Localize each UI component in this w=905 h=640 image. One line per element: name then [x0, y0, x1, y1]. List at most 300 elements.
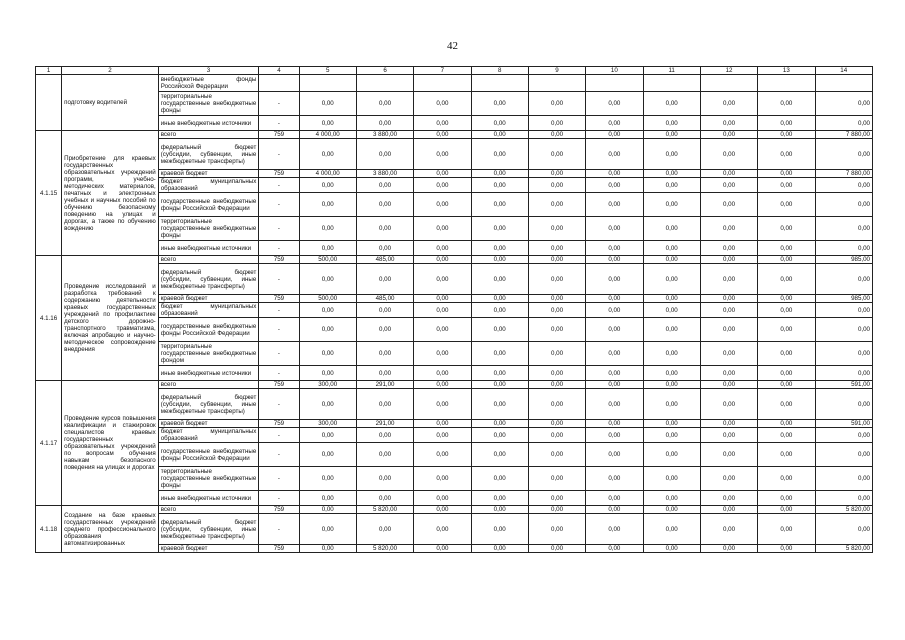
year-value: 0,00: [758, 193, 815, 217]
year-value: 3 880,00: [356, 131, 413, 139]
year-value: 485,00: [356, 295, 413, 303]
year-value: 0,00: [758, 92, 815, 116]
admin-code: -: [259, 389, 299, 420]
table-row: [36, 139, 873, 170]
year-value: 0,00: [586, 506, 643, 514]
total-value: 0,00: [815, 92, 873, 116]
year-value: 0,00: [758, 318, 815, 342]
year-value: 0,00: [528, 139, 585, 170]
measure-code: 4.1.18: [36, 506, 62, 553]
year-value: 0,00: [700, 139, 757, 170]
year-value: 0,00: [528, 428, 585, 443]
measure-name: Создание на базе краевых государственных учреждений среднего профессионального образования автоматизированных: [62, 506, 159, 553]
year-value: 0,00: [586, 366, 643, 381]
year-value: 0,00: [299, 139, 356, 170]
year-value: [414, 75, 471, 92]
admin-code: -: [259, 318, 299, 342]
funding-source: территориальные государственные внебюджетные фонды: [158, 217, 259, 241]
funding-source: бюджет муниципальных образований: [158, 428, 259, 443]
table-row: [36, 295, 873, 303]
year-value: 0,00: [758, 389, 815, 420]
year-value: 0,00: [471, 303, 528, 318]
year-value: 0,00: [414, 491, 471, 506]
year-value: [471, 75, 528, 92]
year-value: 0,00: [528, 295, 585, 303]
year-value: 0,00: [356, 178, 413, 193]
admin-code: -: [259, 443, 299, 467]
funding-source: иные внебюджетные источники: [158, 241, 259, 256]
funding-source: бюджет муниципальных образований: [158, 303, 259, 318]
year-value: 4 000,00: [299, 131, 356, 139]
year-value: 0,00: [528, 545, 585, 553]
year-value: 0,00: [356, 139, 413, 170]
total-value: 0,00: [815, 514, 873, 545]
year-value: 0,00: [586, 318, 643, 342]
year-value: 0,00: [643, 295, 700, 303]
measure-name: подготовку водителей: [62, 75, 159, 131]
total-value: 0,00: [815, 318, 873, 342]
table-row: [36, 389, 873, 420]
year-value: 0,00: [586, 467, 643, 491]
admin-code: -: [259, 116, 299, 131]
year-value: 0,00: [299, 428, 356, 443]
table-row: [36, 381, 873, 389]
funding-source: территориальные государственные внебюджетные фондом: [158, 342, 259, 366]
year-value: 5 820,00: [356, 506, 413, 514]
year-value: 0,00: [700, 170, 757, 178]
total-value: 0,00: [815, 217, 873, 241]
funding-source: краевой бюджет: [158, 170, 259, 178]
year-value: 0,00: [414, 256, 471, 264]
table-row: [36, 514, 873, 545]
year-value: 0,00: [586, 170, 643, 178]
year-value: 0,00: [356, 342, 413, 366]
column-header: 9: [528, 67, 585, 75]
total-value: 0,00: [815, 491, 873, 506]
year-value: 0,00: [643, 318, 700, 342]
year-value: 0,00: [528, 506, 585, 514]
year-value: 0,00: [471, 295, 528, 303]
year-value: 0,00: [471, 131, 528, 139]
admin-code: -: [259, 342, 299, 366]
year-value: 0,00: [586, 178, 643, 193]
year-value: 0,00: [528, 467, 585, 491]
admin-code: -: [259, 139, 299, 170]
year-value: 0,00: [414, 131, 471, 139]
year-value: [586, 75, 643, 92]
year-value: 0,00: [758, 217, 815, 241]
year-value: 0,00: [586, 443, 643, 467]
measure-name: Проведение исследований и разработка требований к содержанию деятельности краевых государственных учреждений по профилактике детского дорожно-транспортного травматизма, включая апробацию и научно-методическое сопровождение внедрения: [62, 256, 159, 381]
year-value: 0,00: [414, 193, 471, 217]
total-value: 985,00: [815, 295, 873, 303]
year-value: 0,00: [528, 381, 585, 389]
year-value: 0,00: [299, 342, 356, 366]
funding-source: территориальные государственные внебюджетные фонды: [158, 467, 259, 491]
year-value: 0,00: [414, 92, 471, 116]
year-value: 0,00: [528, 241, 585, 256]
measure-code: 4.1.17: [36, 381, 62, 506]
year-value: 0,00: [700, 381, 757, 389]
year-value: 4 000,00: [299, 170, 356, 178]
table-row: [36, 217, 873, 241]
year-value: 0,00: [528, 514, 585, 545]
year-value: 0,00: [471, 428, 528, 443]
funding-source: государственные внебюджетные фонды Российской Федерации: [158, 443, 259, 467]
total-value: [815, 75, 873, 92]
year-value: 0,00: [299, 264, 356, 295]
budget-table: [35, 66, 873, 553]
year-value: 0,00: [586, 428, 643, 443]
year-value: 0,00: [356, 467, 413, 491]
funding-source: всего: [158, 256, 259, 264]
funding-source: федеральный бюджет (субсидии, субвенции, иные межбюджетные трансферты): [158, 514, 259, 545]
year-value: 0,00: [414, 506, 471, 514]
admin-code: -: [259, 366, 299, 381]
year-value: 0,00: [299, 491, 356, 506]
year-value: 0,00: [414, 241, 471, 256]
year-value: 0,00: [471, 381, 528, 389]
year-value: 0,00: [700, 295, 757, 303]
year-value: 0,00: [471, 256, 528, 264]
year-value: 0,00: [299, 178, 356, 193]
year-value: 0,00: [356, 193, 413, 217]
year-value: [356, 75, 413, 92]
year-value: 0,00: [586, 303, 643, 318]
year-value: 0,00: [643, 131, 700, 139]
table-row: [36, 241, 873, 256]
table-row: [36, 443, 873, 467]
year-value: 0,00: [586, 342, 643, 366]
table-row: [36, 303, 873, 318]
year-value: 0,00: [414, 428, 471, 443]
year-value: 0,00: [471, 467, 528, 491]
year-value: 0,00: [299, 318, 356, 342]
year-value: 0,00: [758, 178, 815, 193]
year-value: 0,00: [700, 264, 757, 295]
table-row: [36, 92, 873, 116]
total-value: 985,00: [815, 256, 873, 264]
year-value: 0,00: [700, 116, 757, 131]
year-value: 0,00: [700, 92, 757, 116]
admin-code: -: [259, 491, 299, 506]
year-value: 0,00: [643, 92, 700, 116]
year-value: 0,00: [758, 491, 815, 506]
admin-code: 759: [259, 170, 299, 178]
year-value: 0,00: [700, 506, 757, 514]
year-value: 0,00: [299, 514, 356, 545]
year-value: 0,00: [700, 318, 757, 342]
funding-source: краевой бюджет: [158, 545, 259, 553]
year-value: 0,00: [700, 217, 757, 241]
year-value: 0,00: [586, 381, 643, 389]
admin-code: -: [259, 178, 299, 193]
year-value: 0,00: [356, 443, 413, 467]
year-value: 0,00: [414, 178, 471, 193]
year-value: 0,00: [643, 366, 700, 381]
measure-code: [36, 75, 62, 131]
year-value: 0,00: [528, 170, 585, 178]
year-value: 0,00: [643, 217, 700, 241]
year-value: 0,00: [414, 303, 471, 318]
measure-code: 4.1.16: [36, 256, 62, 381]
admin-code: 759: [259, 420, 299, 428]
column-header: 13: [758, 67, 815, 75]
year-value: 0,00: [414, 170, 471, 178]
year-value: 0,00: [758, 467, 815, 491]
year-value: 0,00: [414, 467, 471, 491]
year-value: 0,00: [299, 366, 356, 381]
column-header: 12: [700, 67, 757, 75]
year-value: 0,00: [586, 295, 643, 303]
table-row: [36, 264, 873, 295]
year-value: 0,00: [528, 303, 585, 318]
year-value: 0,00: [758, 241, 815, 256]
year-value: 0,00: [471, 217, 528, 241]
year-value: 291,00: [356, 381, 413, 389]
year-value: 0,00: [643, 170, 700, 178]
year-value: 0,00: [643, 420, 700, 428]
year-value: 0,00: [528, 131, 585, 139]
admin-code: -: [259, 264, 299, 295]
total-value: 0,00: [815, 366, 873, 381]
year-value: 0,00: [471, 389, 528, 420]
column-header: 8: [471, 67, 528, 75]
table-body: [36, 75, 873, 553]
funding-source: иные внебюджетные источники: [158, 116, 259, 131]
funding-source: территориальные государственные внебюджетные фонды: [158, 92, 259, 116]
year-value: 0,00: [356, 92, 413, 116]
column-header: 6: [356, 67, 413, 75]
year-value: 0,00: [471, 178, 528, 193]
year-value: 0,00: [586, 420, 643, 428]
year-value: 0,00: [643, 506, 700, 514]
admin-code: 759: [259, 131, 299, 139]
year-value: 0,00: [471, 241, 528, 256]
year-value: 0,00: [643, 178, 700, 193]
total-value: 0,00: [815, 389, 873, 420]
year-value: 0,00: [528, 193, 585, 217]
year-value: 0,00: [758, 264, 815, 295]
funding-source: государственные внебюджетные фонды Российской Федерации: [158, 318, 259, 342]
year-value: 0,00: [528, 443, 585, 467]
table-row: [36, 545, 873, 553]
year-value: 0,00: [643, 139, 700, 170]
admin-code: [259, 75, 299, 92]
year-value: 0,00: [586, 217, 643, 241]
year-value: 0,00: [700, 178, 757, 193]
column-header: 1: [36, 67, 62, 75]
year-value: 0,00: [700, 467, 757, 491]
total-value: 0,00: [815, 193, 873, 217]
year-value: 0,00: [471, 92, 528, 116]
year-value: 0,00: [356, 366, 413, 381]
year-value: 0,00: [586, 256, 643, 264]
year-value: 0,00: [471, 170, 528, 178]
year-value: 0,00: [528, 389, 585, 420]
year-value: 0,00: [643, 514, 700, 545]
year-value: 0,00: [700, 545, 757, 553]
column-header: 2: [62, 67, 159, 75]
year-value: 0,00: [700, 443, 757, 467]
total-value: 0,00: [815, 178, 873, 193]
table-row: [36, 366, 873, 381]
year-value: [299, 75, 356, 92]
year-value: 0,00: [758, 139, 815, 170]
table-row: [36, 420, 873, 428]
year-value: 0,00: [414, 217, 471, 241]
funding-source: краевой бюджет: [158, 420, 259, 428]
year-value: 0,00: [299, 217, 356, 241]
year-value: 0,00: [643, 491, 700, 506]
funding-source: иные внебюджетные источники: [158, 491, 259, 506]
total-value: 7 880,00: [815, 131, 873, 139]
year-value: 0,00: [643, 241, 700, 256]
year-value: 0,00: [471, 264, 528, 295]
year-value: 0,00: [414, 318, 471, 342]
year-value: 0,00: [471, 318, 528, 342]
table-row: [36, 491, 873, 506]
year-value: 0,00: [700, 366, 757, 381]
admin-code: -: [259, 92, 299, 116]
year-value: 0,00: [299, 389, 356, 420]
year-value: 0,00: [586, 116, 643, 131]
year-value: 0,00: [414, 443, 471, 467]
year-value: 0,00: [643, 428, 700, 443]
year-value: 0,00: [299, 443, 356, 467]
table-row: [36, 467, 873, 491]
year-value: 0,00: [700, 420, 757, 428]
year-value: 0,00: [643, 545, 700, 553]
year-value: 0,00: [299, 545, 356, 553]
year-value: 0,00: [356, 514, 413, 545]
column-header: 7: [414, 67, 471, 75]
year-value: 0,00: [700, 514, 757, 545]
year-value: 0,00: [414, 366, 471, 381]
year-value: 0,00: [643, 256, 700, 264]
year-value: 0,00: [299, 467, 356, 491]
table-row: [36, 506, 873, 514]
column-header: 14: [815, 67, 873, 75]
year-value: 0,00: [528, 116, 585, 131]
year-value: 0,00: [299, 241, 356, 256]
page-number: 42: [447, 40, 458, 52]
year-value: [528, 75, 585, 92]
year-value: 5 820,00: [356, 545, 413, 553]
year-value: 0,00: [586, 264, 643, 295]
total-value: 591,00: [815, 420, 873, 428]
funding-source: краевой бюджет: [158, 295, 259, 303]
admin-code: -: [259, 303, 299, 318]
year-value: 0,00: [586, 139, 643, 170]
year-value: 0,00: [356, 389, 413, 420]
year-value: 300,00: [299, 381, 356, 389]
table-row: [36, 256, 873, 264]
year-value: 0,00: [758, 131, 815, 139]
total-value: 0,00: [815, 443, 873, 467]
year-value: 0,00: [471, 139, 528, 170]
table-row: [36, 116, 873, 131]
total-value: 0,00: [815, 116, 873, 131]
year-value: 0,00: [299, 116, 356, 131]
table-row: [36, 193, 873, 217]
year-value: 0,00: [700, 131, 757, 139]
year-value: 0,00: [299, 193, 356, 217]
year-value: 0,00: [758, 366, 815, 381]
year-value: 0,00: [414, 116, 471, 131]
year-value: 0,00: [700, 491, 757, 506]
year-value: 0,00: [356, 491, 413, 506]
measure-name: Приобретение для краевых государственных образовательных учреждений программ, учебно-методических материалов, печатных и электронных учебных и научных пособий по обучению безопасному поведению на улицах и дорогах, а также по обучению вождению: [62, 131, 159, 256]
admin-code: 759: [259, 256, 299, 264]
year-value: 0,00: [586, 193, 643, 217]
year-value: 0,00: [528, 491, 585, 506]
year-value: 3 880,00: [356, 170, 413, 178]
year-value: 0,00: [414, 420, 471, 428]
year-value: [643, 75, 700, 92]
year-value: 0,00: [758, 116, 815, 131]
year-value: 0,00: [356, 116, 413, 131]
year-value: 0,00: [356, 303, 413, 318]
funding-source: федеральный бюджет (субсидии, субвенции, иные межбюджетные трансферты): [158, 264, 259, 295]
year-value: 0,00: [700, 342, 757, 366]
measure-code: 4.1.15: [36, 131, 62, 256]
year-value: 0,00: [528, 256, 585, 264]
year-value: 0,00: [414, 342, 471, 366]
total-value: 0,00: [815, 241, 873, 256]
year-value: 0,00: [299, 303, 356, 318]
funding-source: бюджет муниципальных образований: [158, 178, 259, 193]
year-value: 0,00: [758, 170, 815, 178]
year-value: 0,00: [471, 443, 528, 467]
year-value: 0,00: [586, 131, 643, 139]
year-value: 0,00: [528, 217, 585, 241]
column-header: 4: [259, 67, 299, 75]
funding-source: внебюджетные фонды Российской Федерации: [158, 75, 259, 92]
year-value: [758, 75, 815, 92]
year-value: 0,00: [414, 264, 471, 295]
funding-source: всего: [158, 506, 259, 514]
column-header: 10: [586, 67, 643, 75]
year-value: 0,00: [471, 514, 528, 545]
admin-code: -: [259, 514, 299, 545]
funding-source: всего: [158, 381, 259, 389]
year-value: 0,00: [643, 467, 700, 491]
year-value: 0,00: [643, 342, 700, 366]
year-value: 0,00: [586, 491, 643, 506]
year-value: 0,00: [758, 295, 815, 303]
table-row: [36, 131, 873, 139]
funding-source: всего: [158, 131, 259, 139]
total-value: 7 880,00: [815, 170, 873, 178]
column-header: 11: [643, 67, 700, 75]
total-value: 0,00: [815, 428, 873, 443]
column-header: 5: [299, 67, 356, 75]
year-value: 0,00: [528, 342, 585, 366]
year-value: 0,00: [356, 217, 413, 241]
year-value: 0,00: [528, 420, 585, 428]
year-value: 0,00: [758, 256, 815, 264]
year-value: 0,00: [758, 428, 815, 443]
year-value: 0,00: [643, 264, 700, 295]
year-value: 291,00: [356, 420, 413, 428]
year-value: 0,00: [700, 389, 757, 420]
year-value: 0,00: [586, 92, 643, 116]
year-value: 0,00: [414, 295, 471, 303]
total-value: 0,00: [815, 303, 873, 318]
funding-source: государственные внебюджетные фонды Российской Федерации: [158, 193, 259, 217]
year-value: 0,00: [700, 193, 757, 217]
